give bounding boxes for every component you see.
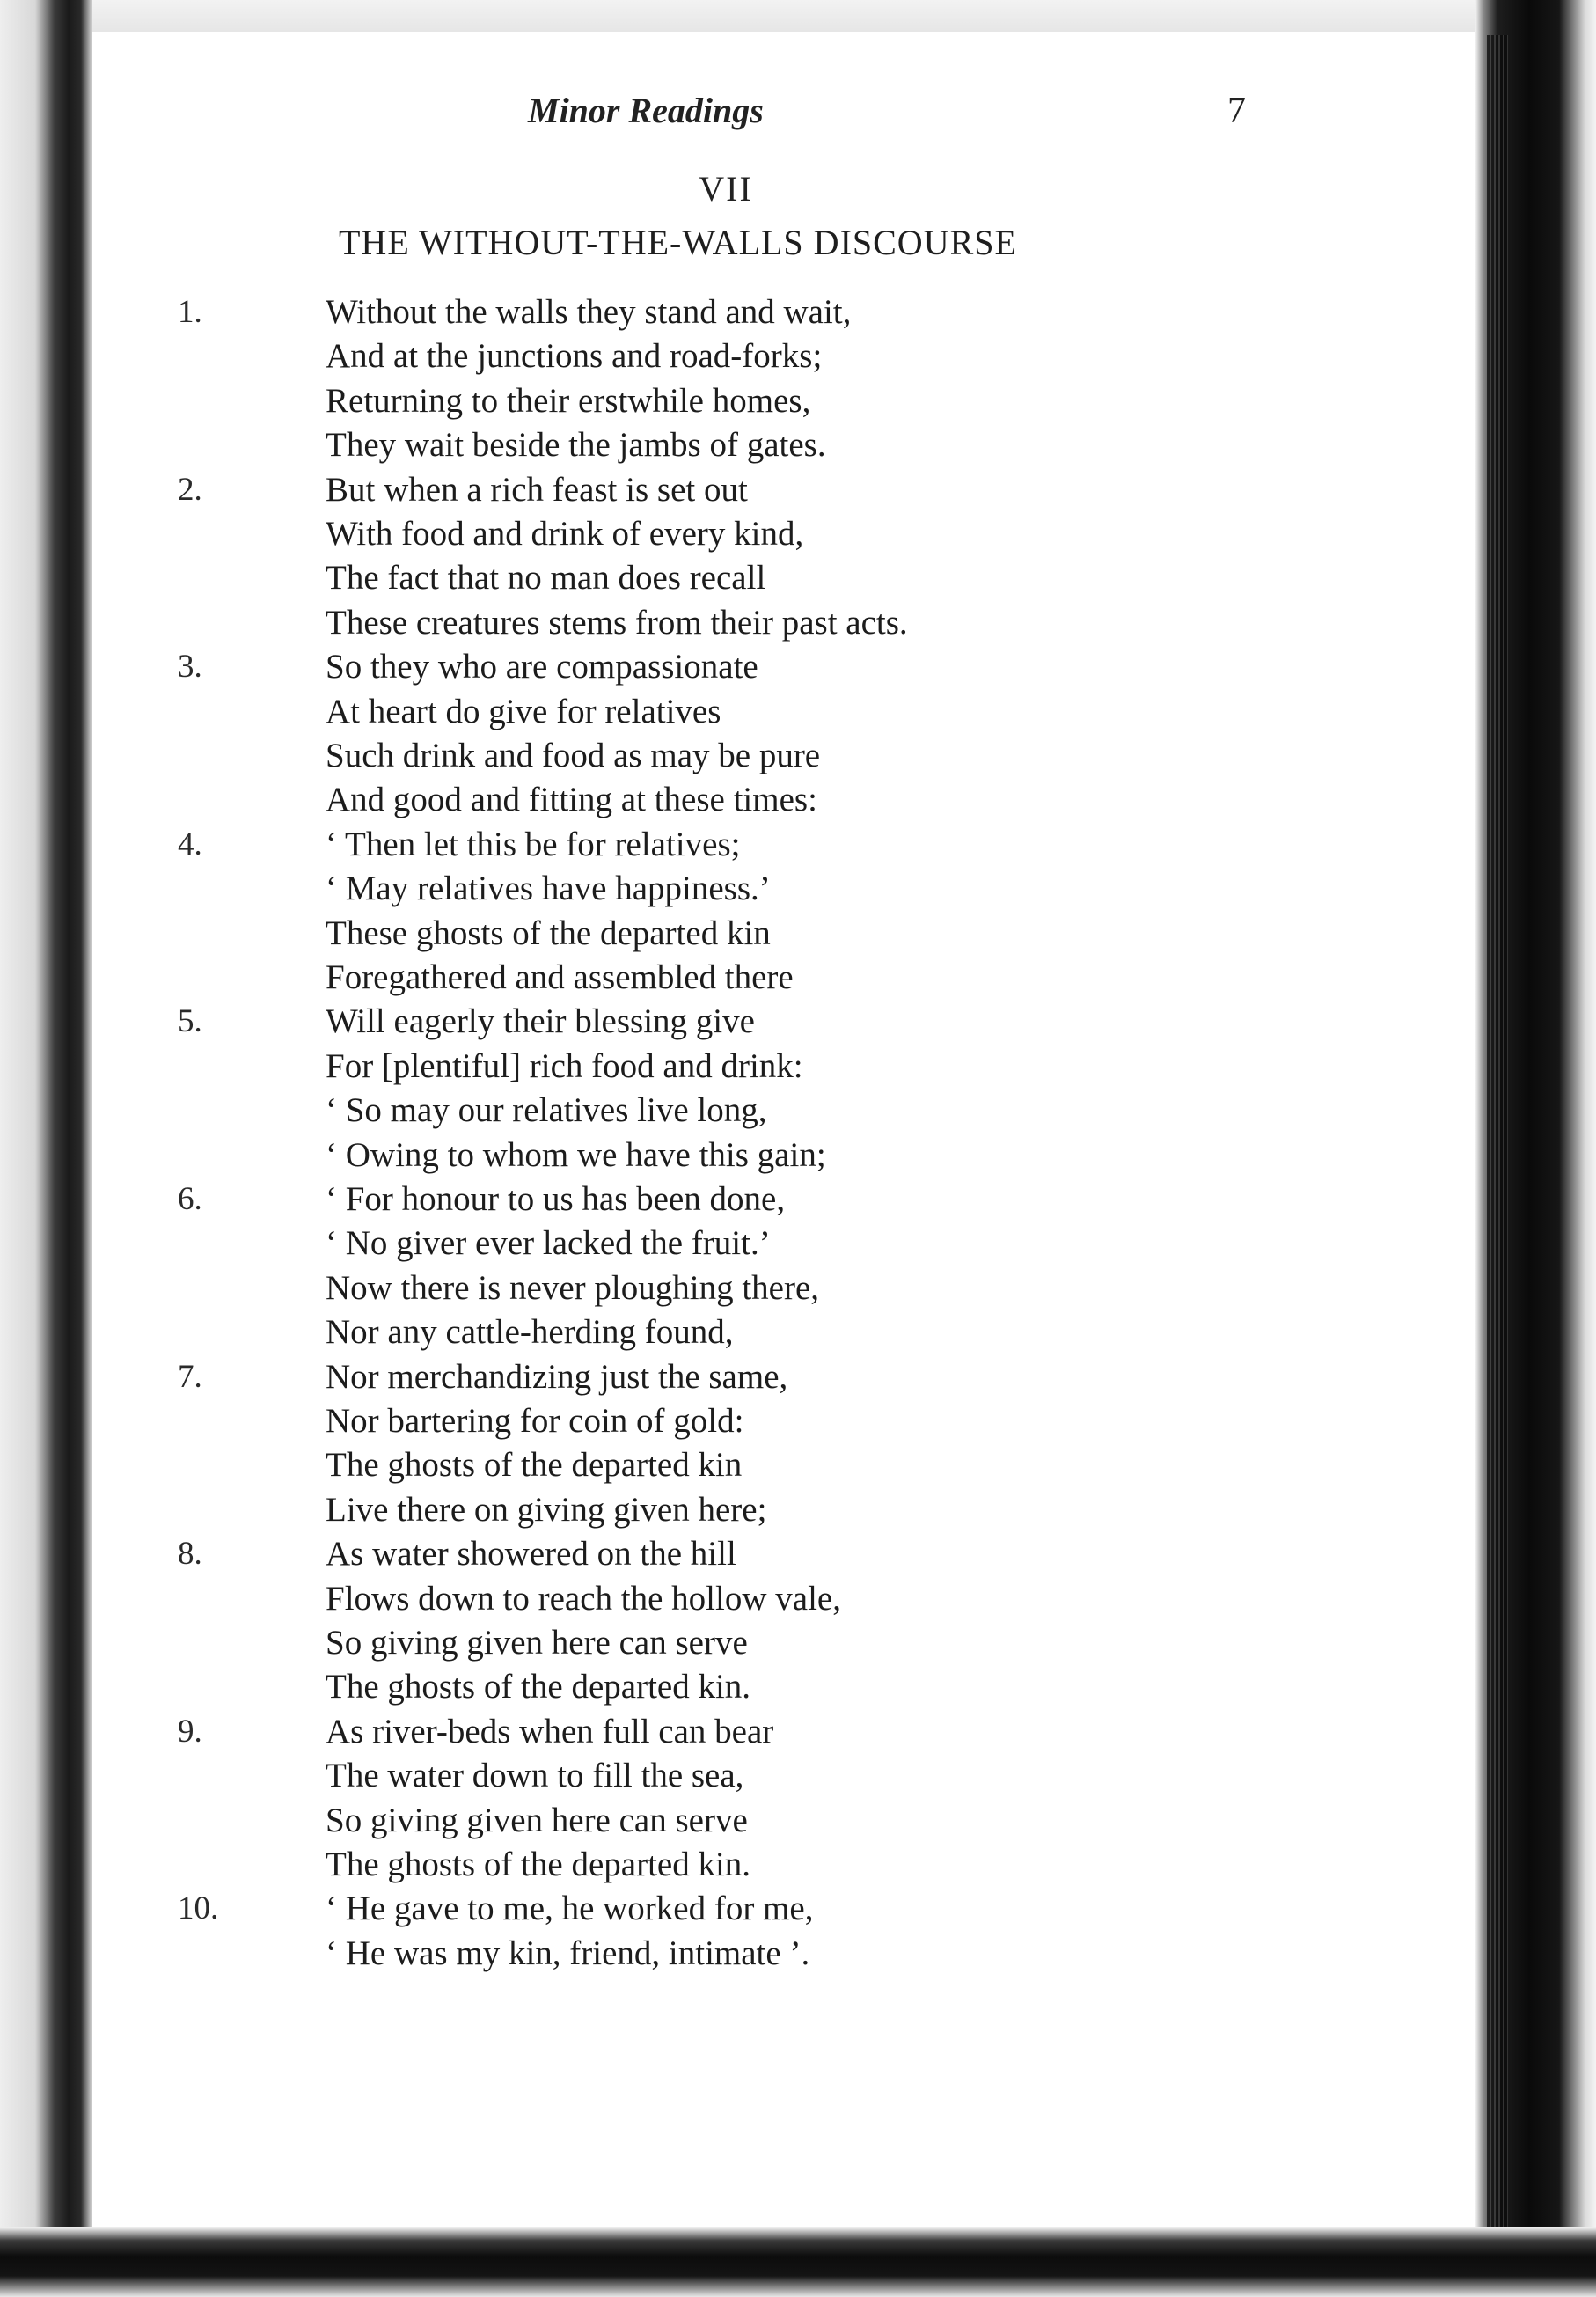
verse-line: ‘ Owing to whom we have this gain; [326,1135,826,1174]
stanza-lines [326,823,794,1001]
stanza-lines [326,1355,787,1533]
verse-line: Will eagerly their blessing give [326,1002,755,1041]
verse-number: 1. [178,294,202,330]
verse-line: And good and fitting at these times: [326,781,817,819]
verse-line: These creatures stems from their past acts. [326,603,908,642]
verse-line: Without the walls they stand and wait, [326,293,852,331]
verse-line: ‘ He gave to me, he worked for me, [326,1890,814,1928]
verse-line: Flows down to reach the hollow vale, [326,1579,841,1618]
page-number: 7 [1227,91,1246,131]
scan-bottom-edge [0,2227,1596,2297]
stanza [0,1710,1452,1888]
verse-line: Foregathered and assembled there [326,958,794,996]
verse-line: The ghosts of the departed kin. [326,1845,751,1883]
verse-number: 6. [178,1180,202,1217]
scan-top-edge [0,0,1596,32]
verse-line: ‘ Then let this be for relatives; [326,825,741,863]
stanza [0,1178,1452,1355]
verse-line: ‘ For honour to us has been done, [326,1179,786,1218]
verse-line: Returning to their erstwhile homes, [326,381,811,420]
stanza [0,468,1452,646]
verse-line: Such drink and food as may be pure [326,736,821,774]
verse-number: 9. [178,1713,202,1750]
verse-line: The fact that no man does recall [326,559,766,598]
verse-number: 8. [178,1536,202,1573]
verse-line: With food and drink of every kind, [326,514,804,553]
verse-line: So giving given here can serve [326,1623,748,1662]
stanza-lines [326,645,820,823]
verse-line: But when a rich feast is set out [326,470,748,509]
verse-number: 3. [178,649,202,686]
verse-line: So giving given here can serve [326,1801,748,1839]
verse-line: Nor bartering for coin of gold: [326,1401,744,1440]
stanza [0,1000,1452,1178]
verse-line: At heart do give for relatives [326,692,721,730]
verse-line: As river-beds when full can bear [326,1712,774,1750]
running-head: Minor Readings [528,91,764,130]
stanza [0,1532,1452,1710]
verse-line: ‘ So may our relatives live long, [326,1091,767,1130]
stanza-lines [326,1532,841,1710]
stanza-lines [326,468,908,646]
verse-line: These ghosts of the departed kin [326,914,771,952]
verse-number: 10. [178,1890,219,1927]
verse-line: The ghosts of the departed kin. [326,1668,751,1706]
stanza [0,1355,1452,1533]
stanza-list [0,290,1452,2065]
stanza-lines [326,1710,773,1888]
verse-line: Now there is never ploughing there, [326,1268,820,1307]
stanza [0,823,1452,1001]
section-title: THE WITHOUT-THE-WALLS DISCOURSE [339,223,1017,262]
verse-line: ‘ No giver ever lacked the fruit.’ [326,1224,771,1263]
verse-line: For [plentiful] rich food and drink: [326,1046,803,1085]
verse-number: 7. [178,1358,202,1395]
verse-line: ‘ He was my kin, friend, intimate ’. [326,1934,810,1972]
stanza [0,1887,1452,2065]
stanza-lines [326,1000,826,1178]
page-edge-lines [1487,35,1508,2253]
verse-line: The ghosts of the departed kin [326,1446,743,1485]
verse-line: ‘ May relatives have happiness.’ [326,870,771,908]
verse-number: 5. [178,1003,202,1040]
stanza [0,290,1452,468]
stanza-lines [326,1887,813,1976]
stanza [0,645,1452,823]
verse-line: The water down to fill the sea, [326,1757,744,1795]
stanza-lines [326,1178,819,1355]
verse-line: Nor any cattle-herding found, [326,1313,734,1352]
verse-line: As water showered on the hill [326,1535,736,1574]
section-number: VII [699,169,753,209]
verse-line: So they who are compassionate [326,648,758,686]
verse-number: 2. [178,471,202,508]
verse-line: Nor merchandizing just the same, [326,1357,788,1396]
verse-number: 4. [178,826,202,862]
verse-line: And at the junctions and road-forks; [326,337,823,376]
verse-line: They wait beside the jambs of gates. [326,426,826,465]
verse-line: Live there on giving given here; [326,1490,767,1529]
stanza-lines [326,290,851,468]
